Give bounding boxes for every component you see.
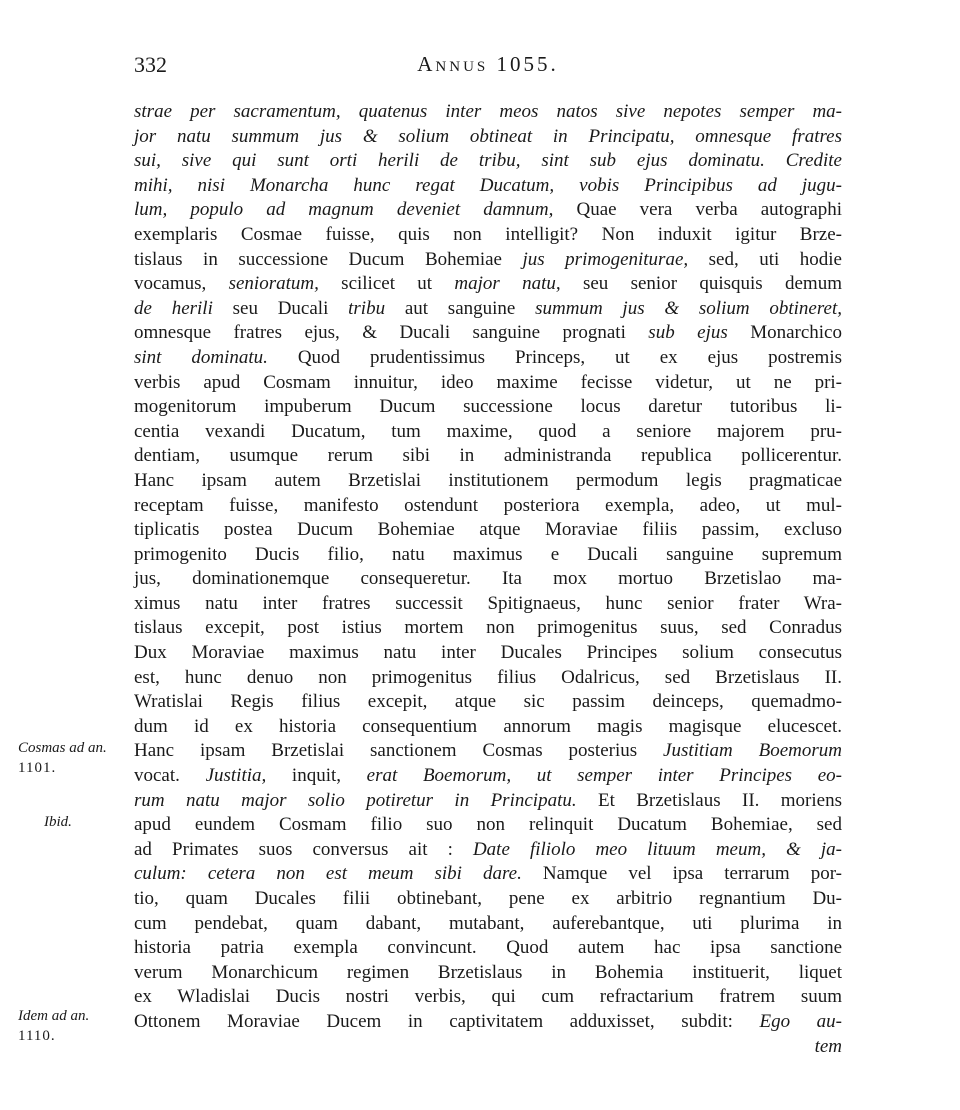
- roman-text: mogenitorum impuberum Ducum successione locus daretur tutoribus li-: [134, 396, 842, 418]
- roman-text: verbis apud Cosmam innuitur, ideo maxime fecisse videtur, ut ne pri-: [134, 371, 842, 393]
- roman-text: tislaus in successione Ducum Bohemiae: [134, 248, 523, 270]
- text-line: [134, 789, 842, 814]
- italic-text: senioratum,: [228, 273, 319, 295]
- italic-text: sint dominatu.: [134, 346, 268, 368]
- roman-text: tiplicatis postea Ducum Bohemiae atque Moraviae filiis passim, excluso: [134, 519, 842, 541]
- margin-note-ibid: [18, 812, 154, 832]
- text-line: [134, 567, 842, 592]
- text-line: [134, 248, 842, 273]
- italic-text: tem: [814, 1035, 842, 1057]
- text-line: [134, 862, 842, 887]
- roman-text: cum pendebat, quam dabant, mutabant, auferebantque, uti plurima in: [134, 912, 842, 934]
- roman-text: historia patria exempla convincunt. Quod autem hac ipsa sanctione: [134, 937, 842, 959]
- roman-text: omnesque fratres ejus, & Ducali sanguine prognati: [134, 322, 649, 344]
- text-line: [134, 813, 842, 838]
- roman-text: Ottonem Moraviae Ducem in captivitatem adduxisset, subdit:: [134, 1010, 760, 1032]
- roman-text: sed, uti hodie: [688, 248, 842, 270]
- text-line: [134, 346, 842, 371]
- text-line: [134, 469, 842, 494]
- roman-text: centia vexandi Ducatum, tum maxime, quod a seniore majorem pru-: [134, 420, 842, 442]
- text-line: [134, 420, 842, 445]
- text-line: [134, 174, 842, 199]
- text-line: [134, 272, 842, 297]
- roman-text: tislaus excepit, post istius mortem non primogenitus suus, sed Conradus: [134, 617, 842, 639]
- roman-text: primogenito Ducis filio, natu maximus e Ducali sanguine supremum: [134, 543, 842, 565]
- italic-text: mihi, nisi Monarcha hunc regat Ducatum, vobis Principibus ad jugu-: [134, 174, 842, 196]
- text-line: [134, 616, 842, 641]
- roman-text: aut sanguine: [385, 297, 536, 319]
- italic-text: jus primogeniturae,: [522, 248, 689, 270]
- roman-text: tio, quam Ducales filii obtinebant, pene ex arbitrio regnantium Du-: [134, 888, 842, 909]
- margin-note-label: Idem ad an.: [18, 1008, 90, 1024]
- roman-text: ad Primates suos conversus ait :: [134, 838, 473, 860]
- text-line: [134, 887, 842, 912]
- roman-text: Quae vera verba autographi: [576, 199, 842, 221]
- text-line: [134, 838, 842, 863]
- text-line: [134, 125, 842, 150]
- roman-text: exemplaris Cosmae fuisse, quis non intelligit? Non induxit igitur Brze-: [134, 223, 842, 245]
- text-line: [134, 641, 842, 666]
- running-head: Annus 1055.: [417, 52, 559, 76]
- text-line: [134, 739, 842, 764]
- italic-text: Justitia,: [205, 765, 267, 787]
- italic-text: lum, populo ad magnum deveniet damnum,: [134, 199, 577, 221]
- page-number: 332: [134, 52, 167, 77]
- text-line: [134, 1035, 842, 1060]
- roman-text: Et Brzetislaus II. moriens: [576, 789, 842, 811]
- roman-text: dum id ex historia consequentium annorum magis magisque elucescet.: [134, 715, 842, 737]
- margin-note-idem-1110: [18, 1006, 128, 1046]
- italic-text: culum: cetera non est meum sibi dare.: [134, 863, 522, 885]
- roman-text: apud eundem Cosmam filio suo non relinquit Ducatum Bohemiae, sed: [134, 814, 842, 836]
- text-line: [134, 321, 842, 346]
- roman-text: Monarchico: [727, 322, 842, 344]
- roman-text: Dux Moraviae maximus natu inter Ducales Principes solium consecutus: [134, 642, 842, 664]
- roman-text: verum Monarchicum regimen Brzetislaus in Bohemia instituerit, liquet: [134, 961, 842, 983]
- page-header: [134, 52, 842, 82]
- text-line: [134, 985, 842, 1010]
- text-line: [134, 1010, 842, 1035]
- text-line: [134, 395, 842, 420]
- italic-text: sub ejus: [648, 322, 728, 344]
- text-line: [134, 543, 842, 568]
- roman-text: ex Wladislai Ducis nostri verbis, qui cum refractarium fratrem suum: [134, 986, 842, 1008]
- text-line: [134, 592, 842, 617]
- roman-text: Hanc ipsam autem Brzetislai institutionem permodum legis pragmaticae: [134, 469, 842, 491]
- text-line: [134, 764, 842, 789]
- roman-text: ximus natu inter fratres successit Spitignaeus, hunc senior frater Wra-: [134, 592, 842, 614]
- roman-text: Namque vel ipsa terrarum por-: [521, 863, 842, 885]
- italic-text: tribu: [348, 297, 386, 319]
- text-line: [134, 715, 842, 740]
- margin-note-year: 1101.: [18, 760, 57, 776]
- roman-text: Hanc ipsam Brzetislai sanctionem Cosmas posterius: [134, 740, 664, 762]
- margin-note-label: Ibid.: [44, 814, 72, 830]
- roman-text: dentiam, usumque rerum sibi in administranda republica pollicerentur.: [134, 445, 842, 467]
- text-line: [134, 666, 842, 691]
- text-line: [134, 912, 842, 937]
- roman-text: receptam fuisse, manifesto ostendunt posteriora exempla, adeo, ut mul-: [134, 494, 842, 516]
- italic-text: de herili: [134, 297, 213, 319]
- roman-text: Wratislai Regis filius excepit, atque sic passim deinceps, quemadmo-: [134, 691, 842, 713]
- text-line: [134, 100, 842, 125]
- roman-text: seu Ducali: [212, 297, 349, 319]
- italic-text: rum natu major solio potiretur in Principatu.: [134, 789, 577, 811]
- roman-text: seu senior quisquis demum: [560, 273, 842, 295]
- text-line: [134, 223, 842, 248]
- italic-text: sui, sive qui sunt orti herili de tribu, sint sub ejus dominatu. Credite: [134, 150, 842, 172]
- text-line: [134, 518, 842, 543]
- text-line: [134, 961, 842, 986]
- margin-note-label: Cosmas ad an.: [18, 740, 107, 756]
- roman-text: vocat.: [134, 765, 206, 787]
- text-line: [134, 444, 842, 469]
- text-line: [134, 494, 842, 519]
- italic-text: Ego au-: [759, 1010, 842, 1032]
- italic-text: strae per sacramentum, quatenus inter meos natos sive nepotes semper ma-: [134, 101, 842, 122]
- margin-note-cosmas-1101: [18, 738, 128, 778]
- roman-text: vocamus,: [134, 273, 229, 295]
- italic-text: jor natu summum jus & solium obtineat in Principatu, omnesque fratres: [134, 125, 842, 147]
- text-line: [134, 690, 842, 715]
- text-line: [134, 149, 842, 174]
- roman-text: inquit,: [266, 765, 367, 787]
- italic-text: erat Boemorum, ut semper inter Principes eo-: [366, 765, 842, 787]
- roman-text: jus, dominationemque consequeretur. Ita mox mortuo Brzetislao ma-: [134, 568, 842, 590]
- italic-text: major natu,: [454, 273, 561, 295]
- italic-text: Justitiam Boemorum: [663, 740, 842, 762]
- text-line: [134, 936, 842, 961]
- text-line: [134, 198, 842, 223]
- roman-text: scilicet ut: [318, 273, 455, 295]
- text-line: [134, 297, 842, 322]
- body-text: [134, 100, 842, 1059]
- italic-text: Date filiolo meo lituum meum, & ja-: [472, 838, 842, 860]
- italic-text: summum jus & solium obtineret,: [535, 297, 842, 319]
- margin-note-year: 1110.: [18, 1028, 56, 1044]
- roman-text: est, hunc denuo non primogenitus filius Odalricus, sed Brzetislaus II.: [134, 666, 842, 688]
- text-line: [134, 371, 842, 396]
- roman-text: Quod prudentissimus Princeps, ut ex ejus postremis: [267, 346, 842, 368]
